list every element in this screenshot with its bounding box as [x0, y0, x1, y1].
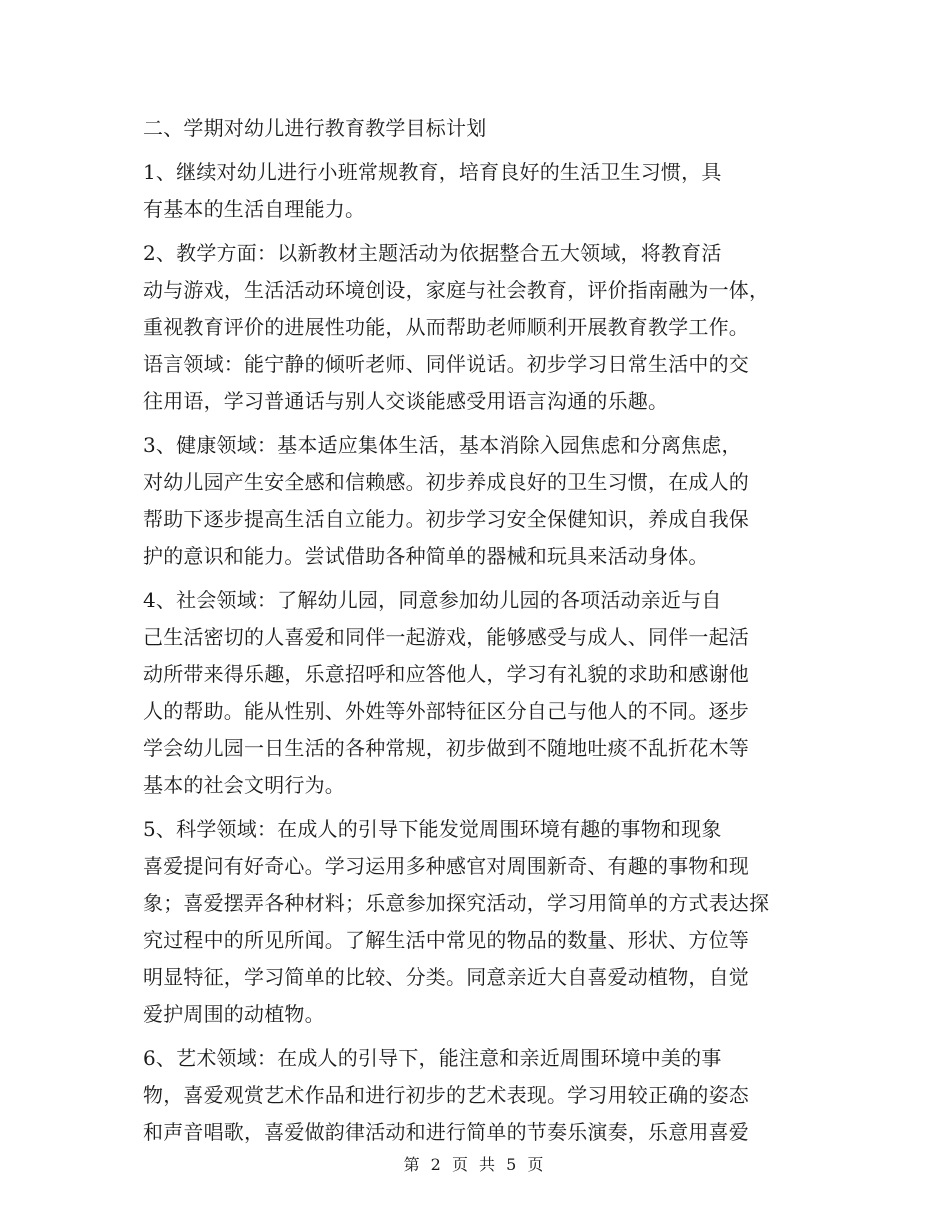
page-number-footer: 第 2 页 共 5 页: [403, 1155, 547, 1174]
paragraph-3: [143, 427, 821, 575]
paragraph-line: 往用语，学习普通话与别人交谈能感受用语言沟通的乐趣。: [143, 389, 669, 413]
paragraph-line: 学会幼儿园一日生活的各种常规，初步做到不随地吐痰不乱折花木等: [143, 736, 749, 760]
paragraph-4: [143, 582, 821, 804]
paragraph-2: [143, 235, 821, 420]
paragraph-line: 有基本的生活自理能力。: [143, 197, 366, 221]
paragraph-line: 5、科学领域：在成人的引导下能发觉周围环境有趣的事物和现象: [143, 817, 722, 841]
paragraph-6: [143, 1040, 821, 1151]
paragraph-line: 喜爱提问有好奇心。学习运用多种感官对周围新奇、有趣的事物和现: [143, 854, 749, 878]
document-body: [143, 110, 821, 1151]
paragraph-line: 究过程中的所见所闻。了解生活中常见的物品的数量、形状、方位等: [143, 928, 749, 952]
paragraph-line: 动与游戏，生活活动环境创设，家庭与社会教育，评价指南融为一体，: [143, 278, 770, 302]
paragraph-line: 基本的社会文明行为。: [143, 773, 345, 797]
paragraph-line: 6、艺术领域：在成人的引导下，能注意和亲近周围环境中美的事: [143, 1046, 722, 1070]
paragraph-line: 护的意识和能力。尝试借助各种简单的器械和玩具来活动身体。: [143, 544, 709, 568]
paragraph-line: 物，喜爱观赏艺术作品和进行初步的艺术表现。学习用较正确的姿态: [143, 1083, 749, 1107]
paragraph-line: 语言领域：能宁静的倾听老师、同伴说话。初步学习日常生活中的交: [143, 352, 749, 376]
paragraph-line: 爱护周围的动植物。: [143, 1002, 325, 1026]
paragraph-1: [143, 154, 821, 228]
paragraph-line: 明显特征，学习简单的比较、分类。同意亲近大自喜爱动植物，自觉: [143, 965, 749, 989]
paragraph-line: 3、健康领域：基本适应集体生活，基本消除入园焦虑和分离焦虑，: [143, 433, 742, 457]
paragraph-line: 和声音唱歌，喜爱做韵律活动和进行简单的节奏乐演奏，乐意用喜爱: [143, 1120, 749, 1144]
paragraph-line: 动所带来得乐趣，乐意招呼和应答他人，学习有礼貌的求助和感谢他: [143, 662, 749, 686]
paragraph-line: 对幼儿园产生安全感和信赖感。初步养成良好的卫生习惯，在成人的: [143, 470, 749, 494]
paragraph-line: 己生活密切的人喜爱和同伴一起游戏，能够感受与成人、同伴一起活: [143, 625, 749, 649]
paragraph-line: 4、社会领域：了解幼儿园，同意参加幼儿园的各项活动亲近与自: [143, 588, 722, 612]
paragraph-line: 1、继续对幼儿进行小班常规教育，培育良好的生活卫生习惯，具: [143, 160, 722, 184]
paragraph-line: 重视教育评价的进展性功能，从而帮助老师顺利开展教育教学工作。: [143, 315, 749, 339]
paragraph-line: 人的帮助。能从性别、外姓等外部特征区分自己与他人的不同。逐步: [143, 699, 749, 723]
paragraph-line: 象；喜爱摆弄各种材料；乐意参加探究活动，学习用简单的方式表达探: [143, 891, 770, 915]
paragraph-5: [143, 811, 821, 1033]
section-heading: 二、学期对幼儿进行教育教学目标计划: [143, 116, 487, 140]
paragraph-line: 2、教学方面：以新教材主题活动为依据整合五大领域，将教育活: [143, 241, 722, 265]
paragraph-line: 帮助下逐步提高生活自立能力。初步学习安全保健知识，养成自我保: [143, 507, 749, 531]
